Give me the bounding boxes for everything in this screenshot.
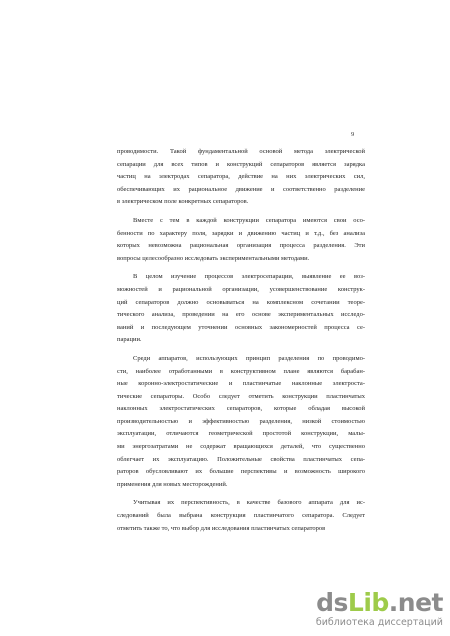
- paragraph: [117, 215, 365, 265]
- paragraph: [117, 271, 365, 347]
- text-line: которых невозможна рациональная организация процесса разделения. Эти: [117, 242, 365, 250]
- watermark-logo-ds: ds: [316, 588, 348, 617]
- watermark-logo-lib: Lib: [347, 588, 389, 617]
- paragraph: [117, 146, 365, 209]
- watermark-logo: [316, 589, 443, 617]
- text-line: наклонных электростатических сепараторов, которые обладая высокой: [117, 405, 365, 413]
- text-line: тические сепараторы. Особо следует отметить конструкции пластинчатых: [117, 392, 365, 400]
- text-line: тического анализа, проведении на его основе экспериментальных исследо-: [117, 311, 365, 319]
- text-line: ваний и последующем уточнении основных закономерностей процесса се-: [117, 323, 365, 331]
- text-line: сепарации для всех типов и конструкций сепараторов является зарядка: [117, 160, 365, 168]
- text-line: раторов обусловливают их большие перспективы и возможность широкого: [117, 468, 365, 476]
- text-line: облегчает их эксплуатацию. Положительные свойства пластинчатых сепа-: [117, 455, 365, 463]
- watermark-logo-net: .net: [388, 588, 443, 617]
- text-line: следований была выбрана конструкция пластинчатого сепаратора. Следует: [117, 512, 365, 520]
- text-line: ми энергозатратами не содержат вращающихся деталей, что существенно: [117, 443, 365, 451]
- text-line: В целом изучение процессов электросепарации, выявление ее воз-: [133, 273, 365, 281]
- paragraph: [117, 353, 365, 492]
- text-line: вопросы целесообразно исследовать экспериментальными методами.: [117, 254, 310, 262]
- watermark-caption: библиотека диссертаций: [315, 617, 443, 628]
- text-line: обеспечивающих их рациональное движение и соответственно разделение: [117, 185, 365, 193]
- text-line: частиц на электродах сепаратора, действие на них электрических сил,: [117, 173, 365, 181]
- text-line: Среди аппаратов, использующих принцип разделения по проводимо-: [133, 354, 365, 362]
- text-line: Вместе с тем в каждой конструкции сепаратора имеются свои осо-: [133, 216, 365, 224]
- text-line: проводимости. Такой фундаментальной основой метода электрической: [117, 148, 365, 155]
- text-line: ций сепараторов должно основываться на комплексном сочетании теоре-: [117, 298, 365, 306]
- text-line: эксплуатации, отличаются геометрической простотой конструкции, малы-: [117, 430, 365, 438]
- text-line: в электрическом поле конкретных сепараторов.: [117, 198, 249, 206]
- page-number: 9: [351, 131, 355, 138]
- text-line: применения для новых месторождений.: [117, 480, 228, 488]
- text-line: можностей и рациональной организации, усовершенствование конструк-: [117, 285, 365, 293]
- body-text: [117, 146, 365, 535]
- text-line: отметить также то, что выбор для исследования пластинчатых сепараторов: [117, 524, 326, 532]
- text-line: производительностью и эффективностью разделения, низкой стоимостью: [117, 417, 365, 425]
- text-line: ные коронно-электростатические и пластинчатые наклонные электроста-: [117, 380, 365, 388]
- text-line: парации.: [117, 336, 142, 344]
- text-line: сти, наиболее отработанными в конструктивном плане являются барабан-: [117, 367, 365, 375]
- paragraph: [117, 497, 365, 535]
- text-line: Учитывая их перспективность, в качестве базового аппарата для ис-: [133, 499, 365, 507]
- watermark: [317, 589, 445, 633]
- text-line: бенности по характеру поля, зарядки и движению частиц и т.д., без анализа: [117, 229, 365, 237]
